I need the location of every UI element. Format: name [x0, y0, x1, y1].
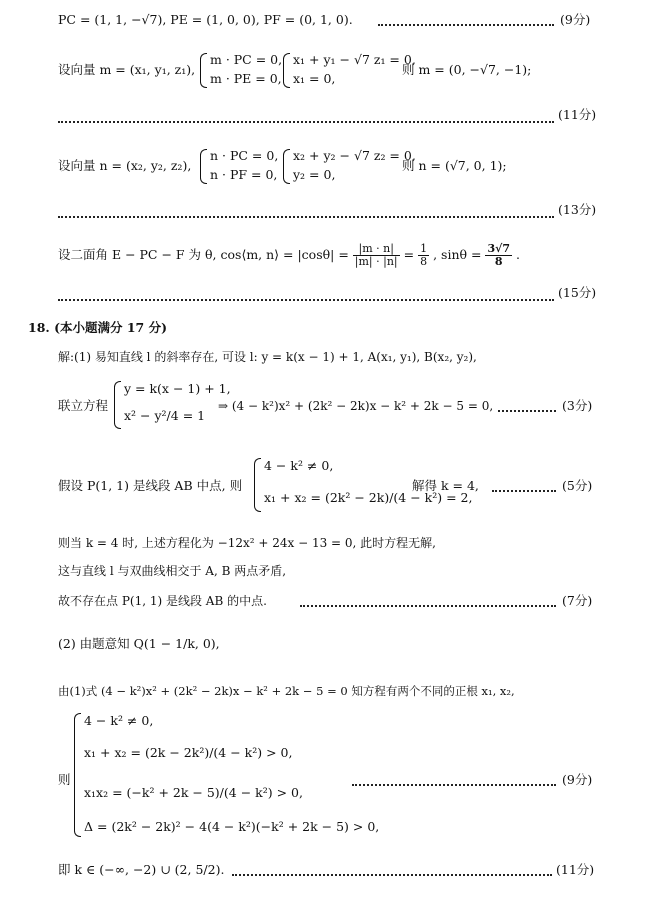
score-11: (11分)	[558, 107, 597, 122]
fraction-denominator: 8	[420, 255, 428, 268]
condition-1: 4 − k² ≠ 0,	[84, 713, 154, 728]
condition-3: x₁x₂ = (−k² + 2k − 5)/(4 − k²) > 0,	[84, 785, 303, 800]
system-n-eq4: y₂ = 0,	[293, 167, 336, 182]
contradiction-line: 这与直线 l 与双曲线相交于 A, B 两点矛盾,	[58, 564, 287, 578]
joint-equation-label: 联立方程	[58, 398, 109, 413]
vector-m-label: 设向量 m = (x₁, y₁, z₁),	[58, 62, 196, 77]
leader-dots	[232, 874, 552, 876]
period: .	[515, 247, 520, 262]
system-m-eq2: m · PE = 0,	[210, 71, 282, 86]
fraction-denominator: |m| · |n|	[354, 255, 398, 268]
solution-part1-intro: 解:(1) 易知直线 l 的斜率存在, 可设 l: y = k(x − 1) + 1, A(x₁, y₁), B(x₂, y₂),	[58, 350, 477, 364]
system1-eq2: x² − y²/4 = 1	[124, 408, 206, 423]
system-m-eq3: x₁ + y₁ − √7 z₁ = 0,	[293, 52, 416, 67]
hypothesis-eq2: x₁ + x₂ = (2k² − 2k)/(4 − k²) = 2,	[264, 490, 473, 505]
brace	[254, 458, 261, 512]
system-n-eq3: x₂ + y₂ − √7 z₂ = 0,	[293, 148, 416, 163]
leader-dots	[58, 121, 554, 123]
fraction-numerator: |m · n|	[353, 243, 400, 256]
brace	[200, 53, 207, 88]
fraction-denominator: 8	[494, 255, 503, 268]
system-n-eq2: n · PF = 0,	[210, 167, 278, 182]
leader-dots	[498, 410, 556, 412]
vector-m-result: 则 m = (0, −√7, −1);	[402, 62, 532, 77]
fraction-numerator: 3√7	[487, 242, 510, 255]
hypothesis-eq1: 4 − k² ≠ 0,	[264, 458, 334, 473]
score-9: (9分)	[560, 12, 591, 27]
question-18-heading: 18. (本小题满分 17 分)	[28, 320, 168, 335]
sin-text: , sinθ =	[433, 247, 482, 262]
score-9b: (9分)	[562, 772, 593, 787]
vector-line: PC = (1, 1, −√7), PE = (1, 0, 0), PF = (0, 1, 0).	[58, 12, 353, 27]
score-13: (13分)	[558, 202, 597, 217]
equals: =	[403, 247, 415, 262]
conclusion-line: 故不存在点 P(1, 1) 是线段 AB 的中点.	[58, 594, 267, 608]
leader-dots	[492, 490, 556, 492]
brace	[114, 381, 121, 429]
brace	[283, 53, 290, 88]
leader-dots	[300, 605, 556, 607]
hypothesis-result: 解得 k = 4,	[412, 478, 479, 493]
score-3: (3分)	[562, 398, 593, 413]
leader-dots	[58, 299, 554, 301]
system-n-eq1: n · PC = 0,	[210, 148, 279, 163]
system1-result: ⇒ (4 − k²)x² + (2k² − 2k)x − k² + 2k − 5 = 0,	[218, 399, 494, 413]
part2-from-eq1: 由(1)式 (4 − k²)x² + (2k² − 2k)x − k² + 2k − 5 = 0 知方程有两个不同的正根 x₁, x₂,	[58, 684, 515, 698]
brace	[74, 713, 81, 837]
brace	[200, 149, 207, 184]
conditions-label: 则	[58, 772, 71, 787]
fraction	[485, 243, 512, 268]
system1-eq1: y = k(x − 1) + 1,	[124, 381, 231, 396]
score-11b: (11分)	[556, 862, 595, 877]
fraction	[418, 243, 429, 268]
score-5: (5分)	[562, 478, 593, 493]
condition-4: Δ = (2k² − 2k)² − 4(4 − k²)(−k² + 2k − 5) > 0,	[84, 819, 380, 834]
part2-q-point: (2) 由题意知 Q(1 − 1/k, 0),	[58, 636, 220, 651]
system-m-eq1: m · PC = 0,	[210, 52, 283, 67]
final-answer: 即 k ∈ (−∞, −2) ∪ (2, 5/2).	[58, 862, 225, 877]
fraction	[353, 243, 400, 268]
system-m-eq4: x₁ = 0,	[293, 71, 336, 86]
hypothesis-label: 假设 P(1, 1) 是线段 AB 中点, 则	[58, 478, 243, 493]
dihedral-angle-line	[58, 243, 520, 268]
vector-n-label: 设向量 n = (x₂, y₂, z₂),	[58, 158, 192, 173]
fraction-numerator: 1	[420, 242, 428, 255]
k4-equation-line: 则当 k = 4 时, 上述方程化为 −12x² + 24x − 13 = 0, 此时方程无解,	[58, 536, 437, 550]
vector-n-result: 则 n = (√7, 0, 1);	[402, 158, 507, 173]
leader-dots	[352, 784, 556, 786]
leader-dots	[378, 24, 554, 26]
score-7: (7分)	[562, 593, 593, 608]
score-15: (15分)	[558, 285, 597, 300]
dihedral-text: 设二面角 E − PC − F 为 θ, cos⟨m, n⟩ = |cosθ| =	[58, 247, 349, 262]
leader-dots	[58, 216, 554, 218]
brace	[283, 149, 290, 184]
condition-2: x₁ + x₂ = (2k − 2k²)/(4 − k²) > 0,	[84, 745, 293, 760]
